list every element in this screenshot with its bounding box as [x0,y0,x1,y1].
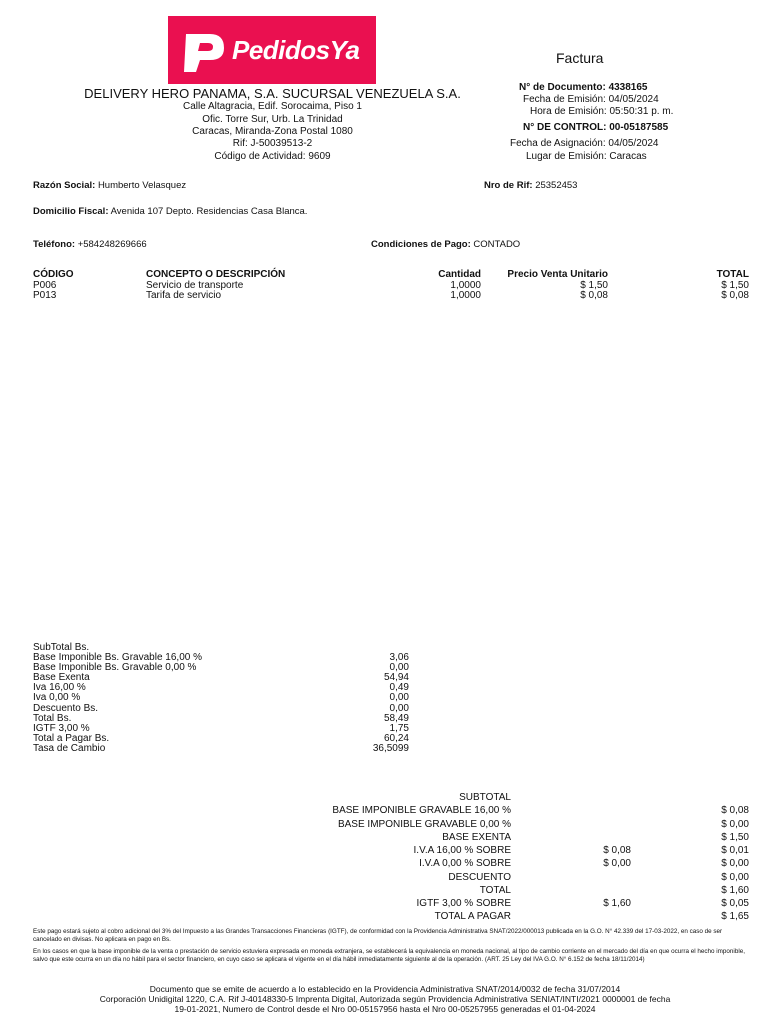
footer-line-1: Documento que se emite de acuerdo a lo establecido en la Providencia Administrativa SNAT/2014/0032 de fecha 31/07/2014 [149,984,621,994]
control-number-value: 00-05187585 [609,122,669,133]
issue-place [526,151,647,162]
client-name [33,180,186,191]
summary-label: Base Imponible Bs. Gravable 0,00 % [33,662,197,673]
usd-summary-label: I.V.A 16,00 % SOBRE [413,845,511,856]
row-code: P013 [33,290,57,301]
column-header-quantity: Cantidad [438,269,481,280]
row-unit-price: $ 1,50 [580,280,608,291]
usd-summary-label: BASE EXENTA [442,832,511,843]
issue-place-label: Lugar de Emisión: [526,151,607,162]
column-header-total: TOTAL [716,269,749,280]
usd-summary-label: BASE IMPONIBLE GRAVABLE 0,00 % [337,819,511,830]
company-address-1: Calle Altagracia, Edif. Sorocaima, Piso 1 [183,101,362,112]
row-unit-price: $ 0,08 [580,290,608,301]
summary-label: Base Exenta [33,672,90,683]
summary-value: 54,94 [383,672,409,683]
row-total: $ 0,08 [721,290,749,301]
usd-summary [0,792,768,924]
summary-value: 1,75 [389,723,409,734]
client-phone-value: +584248269666 [77,239,147,250]
column-header-description: CONCEPTO O DESCRIPCIÓN [146,269,286,280]
footer-line-2: Corporación Unidigital 1220, C.A. Rif J-40148330-5 Imprenta Digital, Autorizada según Providencia Administrativa SENIAT/INTI/2021 0000001 de fecha [99,994,671,1004]
summary-label: SubTotal Bs. [33,642,90,653]
summary-value: 0,49 [389,682,409,693]
summary-label: Iva 0,00 % [33,692,81,703]
usd-summary-total: $ 0,00 [721,858,749,869]
row-description: Servicio de transporte [146,280,244,291]
summary-value: 60,24 [383,733,409,744]
summary-label: Base Imponible Bs. Gravable 16,00 % [33,652,202,663]
payment-conditions-label: Condiciones de Pago: [371,239,471,250]
row-quantity: 1,0000 [450,280,481,291]
document-number-value: 4338165 [608,82,648,93]
usd-summary-label: TOTAL A PAGAR [434,911,511,922]
client-rif-value: 25352453 [535,180,578,191]
company-address-2: Ofic. Torre Sur, Urb. La Trinidad [202,114,343,125]
client-name-label: Razón Social: [33,180,96,191]
row-quantity: 1,0000 [450,290,481,301]
summary-value: 36,5099 [372,743,409,754]
assignment-date-label: Fecha de Asignación: [510,138,606,149]
summary-label: Tasa de Cambio [33,743,106,754]
client-phone [33,239,147,250]
summary-label: Iva 16,00 % [33,682,86,693]
pedidosya-p-icon [182,26,228,74]
summary-label: Total Bs. [33,713,72,724]
control-number-label: N° DE CONTROL: [523,122,607,133]
row-description: Tarifa de servicio [146,290,222,301]
client-phone-label: Teléfono: [33,239,76,250]
bs-summary [0,642,768,757]
usd-summary-label: IGTF 3,00 % SOBRE [416,898,511,909]
summary-value: 58,49 [383,713,409,724]
usd-summary-label: BASE IMPONIBLE GRAVABLE 16,00 % [332,805,511,816]
document-number-label: N° de Documento: [519,82,606,93]
summary-value: 0,00 [389,703,409,714]
summary-value: 0,00 [389,662,409,673]
logo-wordmark: PedidosYa [232,35,360,65]
issue-time-label: Hora de Emisión: [530,106,607,117]
company-activity: Código de Actividad: 9609 [214,151,331,162]
issue-date-label: Fecha de Emisión: [523,94,606,105]
issue-place-value: Caracas [609,151,647,162]
table-row [0,290,768,301]
client-rif-label: Nro de Rif: [484,180,533,191]
issue-time-value: 05:50:31 p. m. [609,106,674,117]
summary-value: 0,00 [389,692,409,703]
client-rif [484,180,577,191]
usd-summary-label: SUBTOTAL [459,792,511,803]
company-name: DELIVERY HERO PANAMA, S.A. SUCURSAL VENEZUELA S.A. [84,86,461,101]
document-number [519,82,648,93]
summary-label: Total a Pagar Bs. [33,733,110,744]
usd-summary-base: $ 0,00 [603,858,631,869]
summary-value: 3,06 [389,652,409,663]
usd-summary-total: $ 0,05 [721,898,749,909]
usd-summary-total: $ 1,65 [721,911,749,922]
column-header-unit-price: Precio Venta Unitario [507,269,608,280]
client-address-label: Domicilio Fiscal: [33,206,109,217]
control-number [523,122,668,133]
usd-summary-base: $ 0,08 [603,845,631,856]
issue-date [523,94,659,105]
assignment-date [510,138,658,149]
company-rif: Rif: J-50039513-2 [232,138,313,149]
usd-summary-base: $ 1,60 [603,898,631,909]
payment-conditions [371,239,520,250]
client-name-value: Humberto Velasquez [97,180,187,191]
usd-summary-total: $ 0,08 [721,805,749,816]
usd-summary-total: $ 0,00 [721,872,749,883]
usd-summary-total: $ 0,01 [721,845,749,856]
usd-summary-label: TOTAL [479,885,511,896]
igtf-notice: Este pago estará sujeto al cobro adicional del 3% del Impuesto a las Grandes Transacciones Financieras (IGTF), de conformidad con la Providencia Administrativa SNAT/2022/000013 publicada en la G.O. N° 42.339 del 17-03-2022, en caso de ser cancelado en divisas. No aplicara en pago en Bs. [33,928,723,943]
row-total: $ 1,50 [721,280,749,291]
summary-label: IGTF 3,00 % [33,723,90,734]
exchange-rate-notice: En los casos en que la base imponible de la venta o prestación de servicio estuviera expresada en moneda extranjera, se establecerá la equivalencia en moneda nacional, al tipo de cambio corriente en el mercado del día en que ocurra el hecho imponible, salvo que este ocurra en un día no hábil para el sector financiero, en cuyo caso se aplicara el vigente en el día hábil inmediatamente siguiente al de la operación. (ART. 25 Ley del IVA G.O. N° 6.152 de fecha 18/11/2014) [33,948,745,963]
footer-line-3: 19-01-2021, Numero de Control desde el Nro 00-05157956 hasta el Nro 00-05257955 generadas el 01-04-2024 [174,1004,596,1014]
usd-summary-total: $ 1,50 [721,832,749,843]
assignment-date-value: 04/05/2024 [608,138,659,149]
invoice-title: Factura [556,50,604,66]
payment-conditions-value: CONTADO [473,239,521,250]
summary-label: Descuento Bs. [33,703,99,714]
usd-summary-label: DESCUENTO [448,872,511,883]
usd-summary-total: $ 1,60 [721,885,749,896]
client-address-value: Avenida 107 Depto. Residencias Casa Blanca. [110,206,308,217]
issue-date-value: 04/05/2024 [608,94,659,105]
row-code: P006 [33,280,57,291]
column-header-code: CÓDIGO [33,269,74,280]
client-address [33,206,307,217]
issue-time [530,106,673,117]
usd-summary-total: $ 0,00 [721,819,749,830]
company-address-3: Caracas, Miranda-Zona Postal 1080 [192,126,353,137]
usd-summary-label: I.V.A 0,00 % SOBRE [419,858,511,869]
